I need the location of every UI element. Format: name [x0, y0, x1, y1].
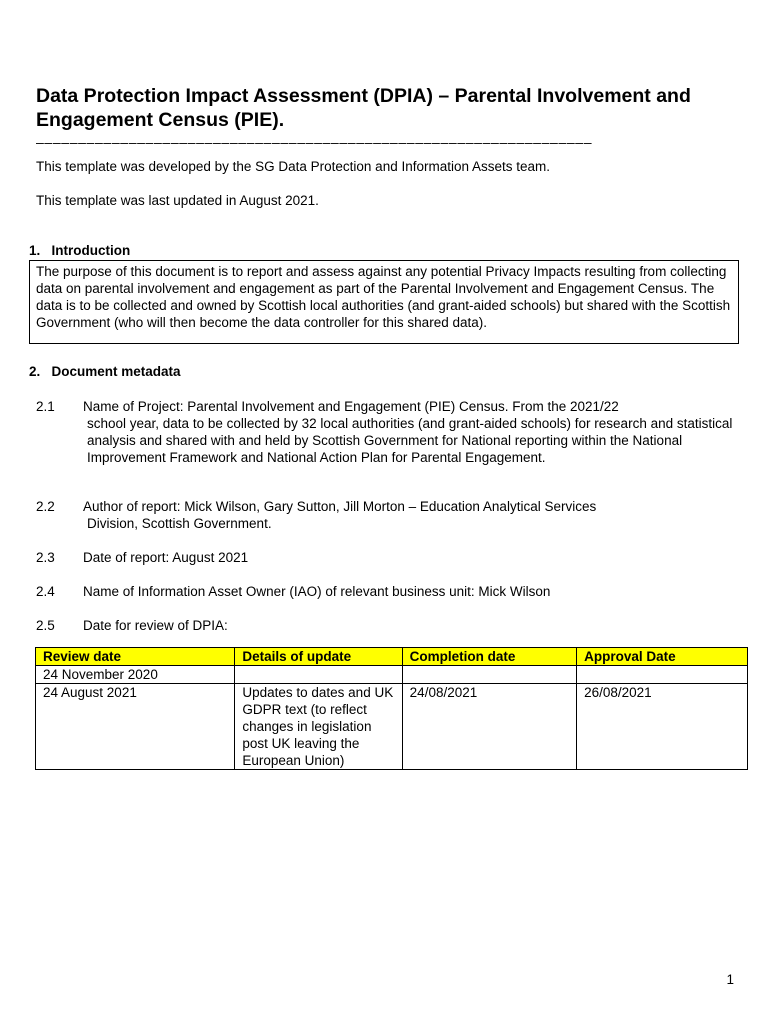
- document-title: Data Protection Impact Assessment (DPIA) – Parental Involvement and Engagement Census (PIE).: [36, 85, 691, 131]
- review-table: [35, 647, 748, 770]
- table-row: [36, 666, 748, 684]
- item-text: Name of Information Asset Owner (IAO) of relevant business unit: Mick Wilson: [83, 584, 551, 599]
- item-text: Date for review of DPIA:: [83, 618, 228, 633]
- item-text-continued: school year, data to be collected by 32 local authorities (and grant-aided schools) for research and statistical analysis and shared with and held by Scottish Government for National reporting within the National Improvement Framework and National Action Plan for Parental Engagement.: [87, 416, 733, 465]
- item-text-continued: Division, Scottish Government.: [87, 516, 272, 531]
- introduction-box: The purpose of this document is to report and assess against any potential Privacy Impacts resulting from collecting data on parental involvement and engagement as part of the Parental Involvement and Engagement Census. The data is to be collected and owned by Scottish local authorities (and grant-aided schools) but shared with the Scottish Government (who will then become the data controller for this shared data).: [29, 260, 739, 344]
- table-cell: 24/08/2021: [402, 684, 576, 770]
- section-1-heading: 1. Introduction: [29, 243, 131, 258]
- table-cell: 24 August 2021: [36, 684, 235, 770]
- item-number: 2.1: [36, 399, 55, 414]
- column-header-completion-date: Completion date: [402, 648, 576, 666]
- column-header-approval-date: Approval Date: [577, 648, 748, 666]
- table-cell: 26/08/2021: [577, 684, 748, 770]
- template-developed-note: This template was developed by the SG Data Protection and Information Assets team.: [36, 159, 551, 174]
- item-number: 2.5: [36, 618, 55, 633]
- column-header-details: Details of update: [235, 648, 402, 666]
- table-cell: [235, 666, 402, 684]
- page-number: 1: [726, 972, 734, 987]
- item-number: 2.4: [36, 584, 55, 599]
- column-header-review-date: Review date: [36, 648, 235, 666]
- section-2-heading: 2. Document metadata: [29, 364, 181, 379]
- table-row: [36, 684, 748, 770]
- title-separator: ––––––––––––––––––––––––––––––––––––––––––––––––––––––––––––––––––: [36, 136, 593, 151]
- item-text: Name of Project: Parental Involvement and Engagement (PIE) Census. From the 2021/22: [83, 399, 619, 414]
- table-header-row: [36, 648, 748, 666]
- item-number: 2.3: [36, 550, 55, 565]
- item-number: 2.2: [36, 499, 55, 514]
- table-cell: Updates to dates and UK GDPR text (to reflect changes in legislation post UK leaving the European Union): [235, 684, 402, 770]
- table-cell: [402, 666, 576, 684]
- template-updated-note: This template was last updated in August 2021.: [36, 193, 319, 208]
- table-cell: [577, 666, 748, 684]
- item-text: Author of report: Mick Wilson, Gary Sutton, Jill Morton – Education Analytical Services: [83, 499, 597, 514]
- table-cell: 24 November 2020: [36, 666, 235, 684]
- item-text: Date of report: August 2021: [83, 550, 249, 565]
